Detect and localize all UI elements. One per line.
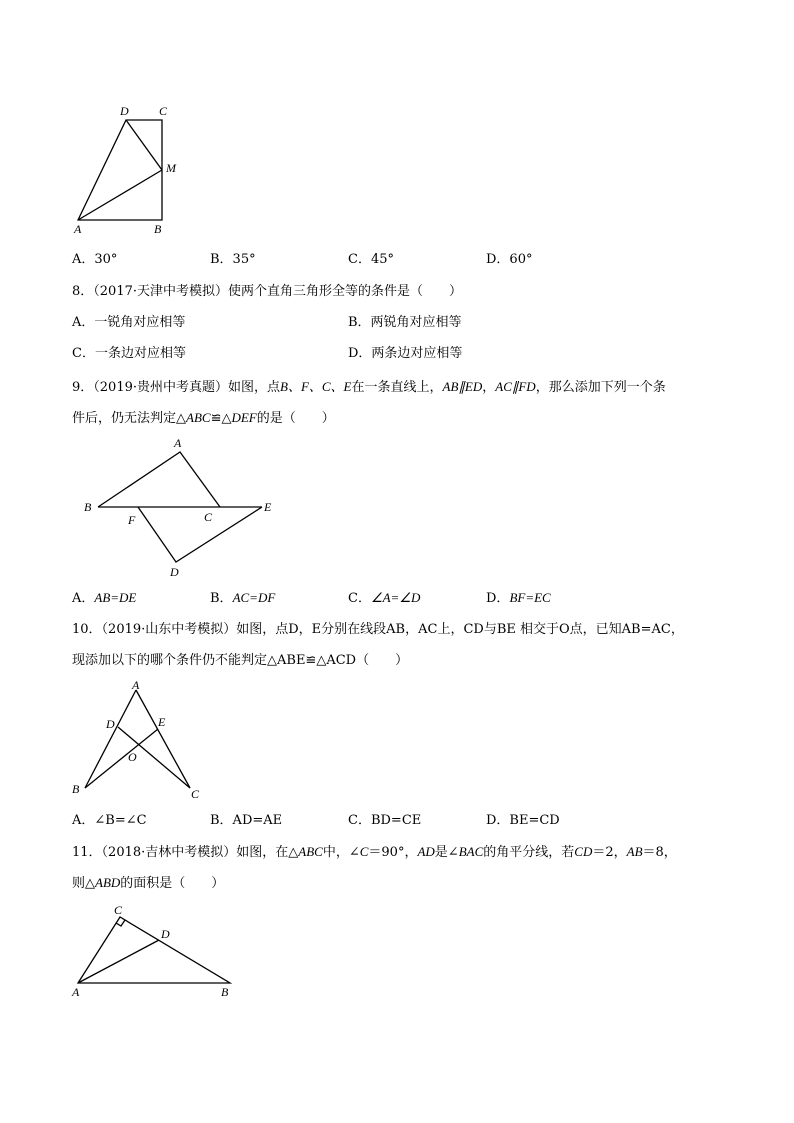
q9-option-b: B．AC=DF <box>210 590 276 606</box>
q9-stem-line2: 件后，仍无法判定△ABC≌△DEF的是（ ） <box>72 410 335 426</box>
q10-option-c: C．BD=CE <box>348 813 422 828</box>
side-ab <box>85 690 136 788</box>
q7-option-c: C．45° <box>348 252 394 267</box>
q10-stem-line2: 现添加以下的哪个条件仍不能判定△ABE≌△ACD（ ） <box>72 653 409 668</box>
q8-stem: 8．（2017·天津中考模拟）使两个直角三角形全等的条件是（ ） <box>72 284 462 299</box>
q9-option-a: A．AB=DE <box>72 590 137 606</box>
q10-option-a: A．∠B=∠C <box>72 813 147 828</box>
label-c: C <box>204 510 213 524</box>
segment-dm <box>126 120 162 170</box>
triangle-abc-sides <box>98 452 220 507</box>
figure-q9-triangles-diagram <box>80 432 280 580</box>
quadrilateral-abcd <box>78 120 162 220</box>
label-c: C <box>159 104 168 118</box>
label-a: A <box>132 678 140 692</box>
label-d: D <box>106 717 115 731</box>
side-ac <box>136 690 190 788</box>
label-b: B <box>72 782 80 796</box>
figure-q10-triangle-diagram <box>70 678 210 806</box>
label-o: O <box>128 750 137 764</box>
label-c: C <box>114 903 123 917</box>
label-c: C <box>191 787 200 801</box>
q7-option-d: D．60° <box>486 252 533 267</box>
label-d: D <box>170 565 179 579</box>
q10-stem-line1: 10．（2019·山东中考模拟）如图，点D，E分别在线段AB，AC上，CD与BE 相交于O点，已知AB=AC， <box>72 622 684 637</box>
q8-option-b: B．两锐角对应相等 <box>348 315 462 330</box>
triangle-abc <box>78 917 230 983</box>
q7-option-a: A．30° <box>72 252 118 267</box>
q7-option-b: B．35° <box>210 252 256 267</box>
label-e: E <box>158 715 166 729</box>
label-d: D <box>120 104 129 118</box>
figure-q11-right-triangle-diagram <box>70 900 250 1005</box>
q9-stem-line1: 9．（2019·贵州中考真题）如图，点B、F、C、E在一条直线上，AB∥ED，AC∥FD，那么添加下列一个条 <box>72 379 666 395</box>
label-m: M <box>166 161 176 175</box>
bisector-ad <box>78 940 159 983</box>
label-a: A <box>72 985 80 999</box>
q11-stem-line1: 11．（2018·吉林中考模拟）如图，在△ABC中，∠C＝90°，AD是∠BAC的角平分线，若CD＝2，AB＝8， <box>72 844 677 860</box>
q11-stem-line2: 则△ABD的面积是（ ） <box>72 875 225 891</box>
label-a: A <box>74 222 82 236</box>
q8-option-a: A．一锐角对应相等 <box>72 315 186 330</box>
label-a: A <box>174 436 182 450</box>
label-b: B <box>84 500 92 514</box>
q9-option-c: C．∠A=∠D <box>348 590 421 606</box>
label-f: F <box>128 513 136 527</box>
segment-be <box>85 729 158 788</box>
label-b: B <box>154 222 162 236</box>
q8-option-d: D．两条边对应相等 <box>348 346 463 361</box>
triangle-dfe-sides <box>138 507 262 562</box>
q10-option-d: D．BE=CD <box>486 813 560 828</box>
label-b: B <box>221 985 229 999</box>
q8-option-c: C．一条边对应相等 <box>72 346 186 361</box>
q9-option-d: D．BF=EC <box>486 590 551 606</box>
label-e: E <box>264 500 272 514</box>
q10-option-b: B．AD=AE <box>210 813 283 828</box>
label-d: D <box>161 927 170 941</box>
figure-q7-square-diagram <box>70 100 190 240</box>
